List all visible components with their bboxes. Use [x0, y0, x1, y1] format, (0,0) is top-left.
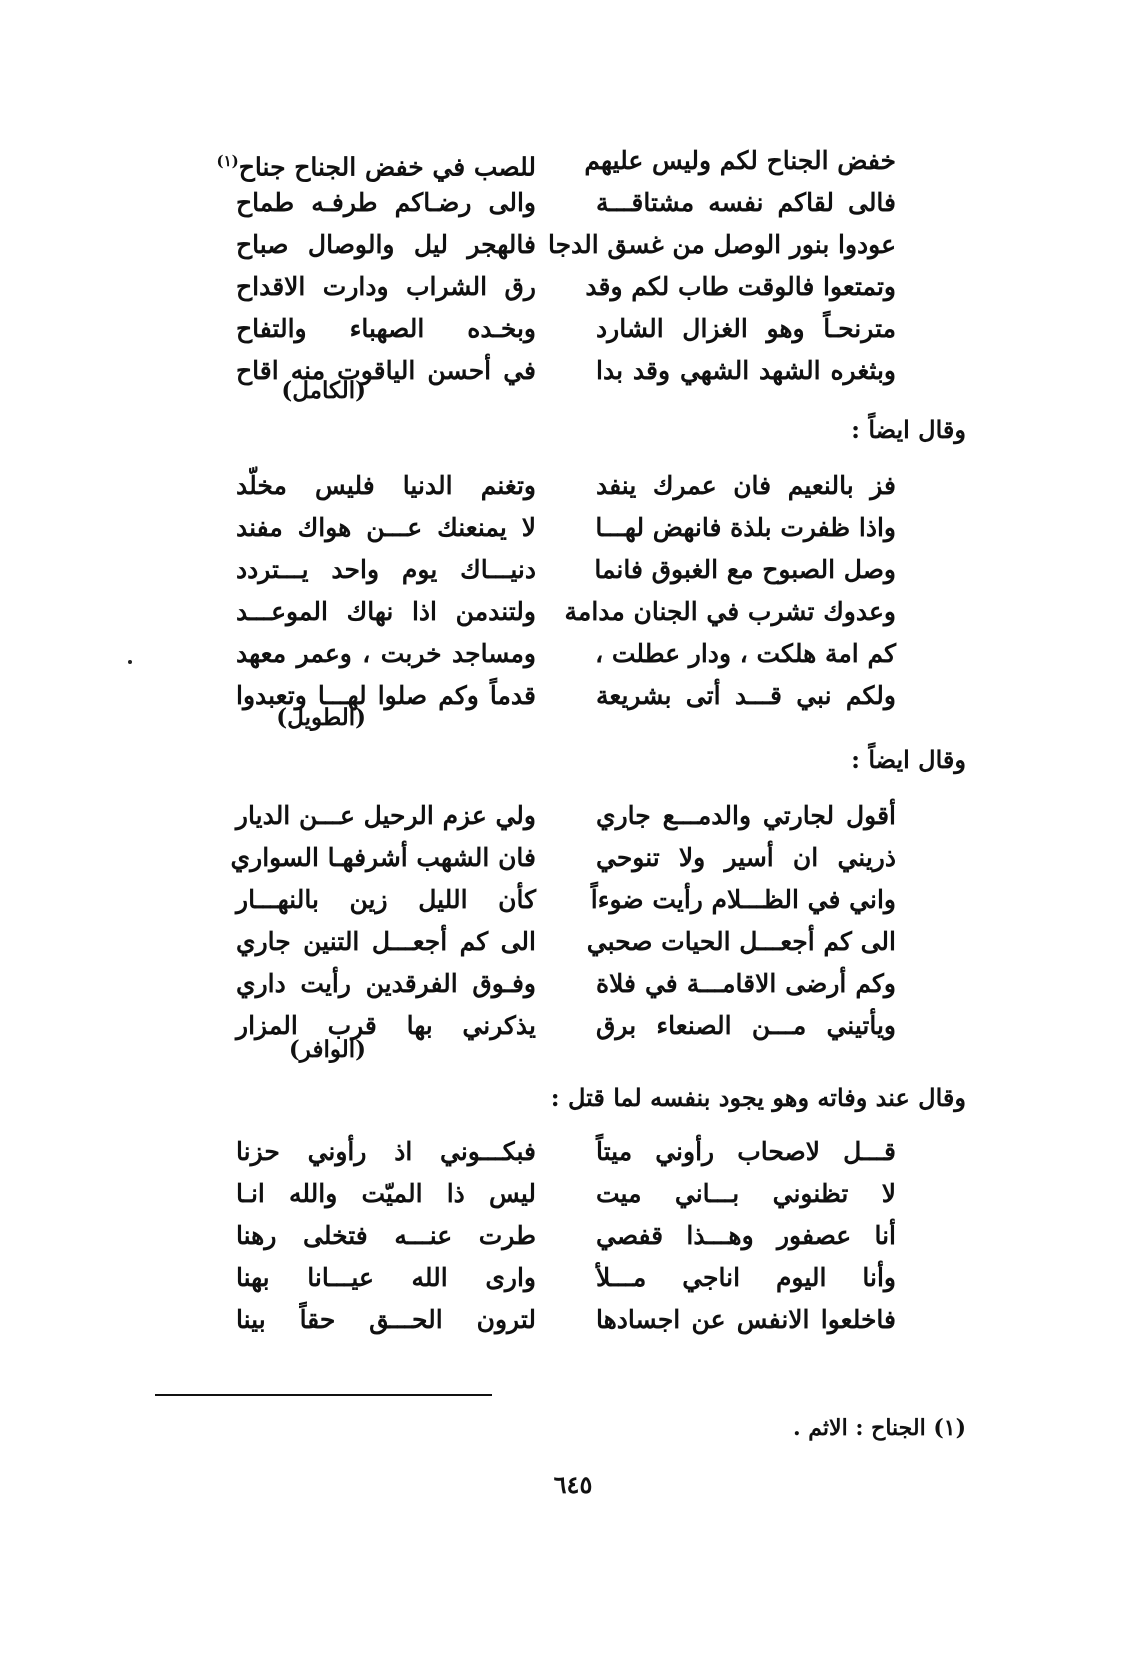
verse-line: ليس ذا الميّت والله انـا	[236, 1179, 536, 1208]
verse-line: وأنا اليوم اناجي مـــلأ	[596, 1263, 896, 1292]
verse-line: قـــل لاصحاب رأوني ميتاً	[596, 1137, 896, 1166]
verse-line: قدماً وكم صلوا لهـــا وتعبدوا	[236, 681, 536, 710]
verse-line: لا يمنعنك عـــن هواك مفند	[236, 513, 536, 542]
verse-line-with-footnote	[216, 140, 536, 182]
meter-label: (الكامل)	[281, 377, 366, 404]
verse-line: كم امة هلكت ، ودار عطلت ،	[595, 639, 896, 668]
verse-line: طرت عنـــه فتخلى رهنا	[236, 1221, 536, 1250]
footnote-marker[interactable]: (١)	[216, 152, 239, 170]
verse-line: ولي عزم الرحيل عـــن الديار	[235, 801, 536, 830]
verse-line: مترنحـاً وهو الغزال الشارد	[596, 314, 896, 343]
verse-line: واذا ظفرت بلذة فانهض لهـــا	[595, 513, 896, 542]
verse-line: وبخـده الصهباء والتفاح	[236, 314, 536, 343]
verse-line: فان الشهب أشرفهـا السواري	[230, 843, 536, 872]
poem-2-right-column	[564, 465, 896, 717]
verse-line: وتمتعوا فالوقت طاب لكم وقد	[585, 272, 896, 301]
verse-line: رق الشراب ودارت الاقداح	[236, 272, 536, 301]
verse-line: وصل الصبوح مع الغبوق فانما	[594, 555, 896, 584]
verse-line: ولتندمن اذا نهاك الموعـــد	[236, 597, 536, 626]
verse-line: فز بالنعيم فان عمرك ينفد	[596, 471, 896, 500]
verse-line: وتغنم الدنيا فليس مخلّد	[236, 471, 536, 500]
verse-line: وفـوق الفرقدين رأيت داري	[236, 969, 536, 998]
verse-line: أنا عصفور وهـــذا قفصي	[596, 1221, 896, 1250]
poem-2-left-column	[236, 465, 536, 717]
verse-line: ومساجد خربت ، وعمر معهد	[236, 639, 536, 668]
poem-3-right-column	[586, 795, 896, 1047]
verse-line: أقول لجارتي والدمـــع جاري	[596, 801, 896, 830]
poem-intro: وقال ايضاً :	[851, 745, 966, 774]
poem-3-left-column	[230, 795, 536, 1047]
verse-line: واني في الظـــلام رأيت ضوءاً	[590, 885, 896, 914]
verse-line: كأن الليل زين بالنهـــار	[236, 885, 536, 914]
footnote: (١) الجناح : الاثم .	[792, 1415, 966, 1441]
verse-line: ويأتيني مـــن الصنعاء برق	[596, 1011, 896, 1040]
verse-line: فاخلعوا الانفس عن اجسادها	[596, 1305, 896, 1334]
verse-line: وعدوك تشرب في الجنان مدامة	[564, 597, 896, 626]
poem-4-right-column	[596, 1131, 896, 1341]
verse-line: في أحسن الياقوت منه اقاح	[236, 356, 536, 385]
verse-line: ذريني ان أسير ولا تنوحي	[596, 843, 896, 872]
poem-1-left-column	[216, 140, 536, 392]
verse-line: وارى الله عيـــانا بهنا	[236, 1263, 536, 1292]
stray-dot	[128, 660, 132, 664]
poem-intro: وقال عند وفاته وهو يجود بنفسه لما قتل :	[550, 1083, 966, 1112]
page-number: ٦٤٥	[553, 1470, 593, 1499]
verse-line: ولكم نبي قـــد أتى بشريعة	[596, 681, 896, 710]
verse-line: فالى لقاكم نفسه مشتاقـــة	[596, 188, 896, 217]
verse-line: عودوا بنور الوصل من غسق الدجا	[547, 230, 896, 259]
poem-intro: وقال ايضاً :	[851, 415, 966, 444]
verse-line: خفض الجناح لكم وليس عليهم	[584, 146, 896, 175]
poem-4-left-column	[236, 1131, 536, 1341]
meter-label: (الطويل)	[276, 704, 366, 731]
footnote-separator-rule	[155, 1394, 492, 1396]
verse-line: لا تظنوني بـــاني ميت	[596, 1179, 896, 1208]
verse-line: دنيـــاك يوم واحد يـــتردد	[236, 555, 536, 584]
verse-line: الى كم أجعـــل التنين جاري	[236, 927, 536, 956]
verse-line: فبكـــوني اذ رأوني حزنا	[236, 1137, 536, 1166]
verse-line: الى كم أجعـــل الحيات صحبي	[586, 927, 896, 956]
poem-1-right-column	[547, 140, 896, 392]
verse-line: وبثغره الشهد الشهي وقد بدا	[596, 356, 896, 385]
verse-line: لترون الحـــق حقاً بينا	[236, 1305, 536, 1334]
verse-line: والى رضـاكم طرفـه طماح	[236, 188, 536, 217]
verse-line: فالهجر ليل والوصال صباح	[236, 230, 536, 259]
meter-label: (الوافر)	[288, 1036, 366, 1063]
verse-text: للصب في خفض الجناح جناح	[238, 152, 536, 182]
verse-line: يذكرني بها قرب المزار	[236, 1011, 536, 1040]
verse-line: وكم أرضى الاقامـــة في فلاة	[596, 969, 896, 998]
